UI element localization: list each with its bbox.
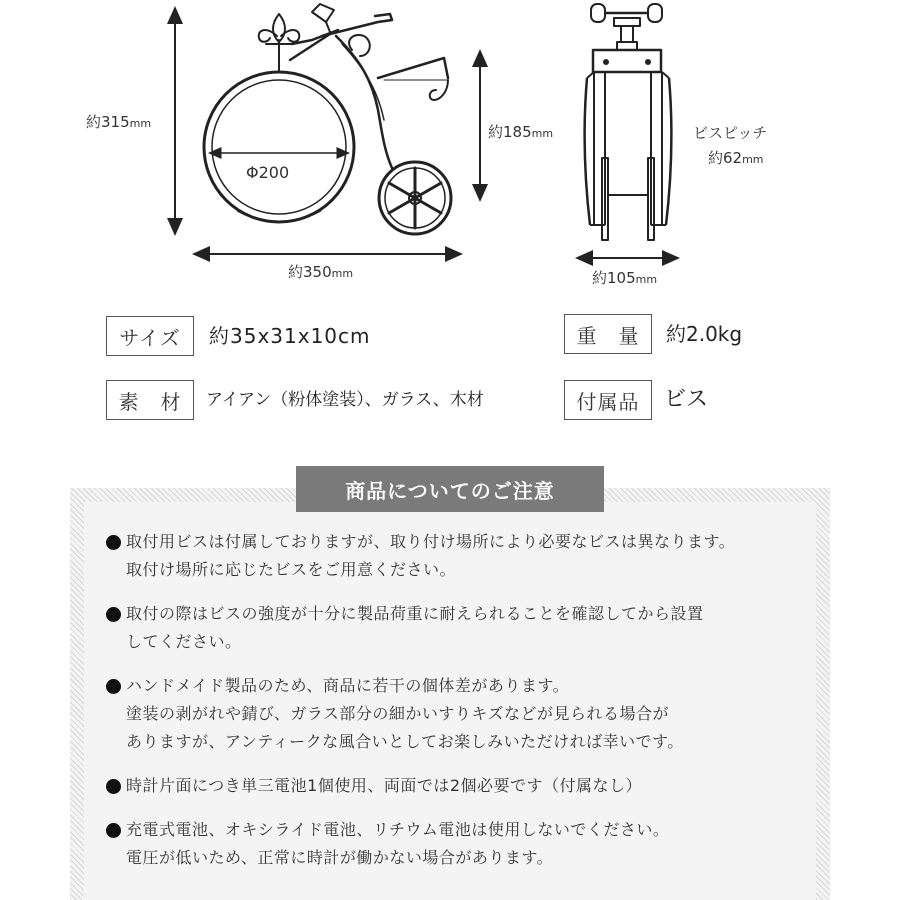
spec-weight-label: 重 量 xyxy=(564,314,652,354)
notice-title: 商品についてのご注意 xyxy=(296,466,604,512)
width-dimension: 約350mm xyxy=(288,263,354,281)
notice-item xyxy=(106,672,806,756)
spec-size-label: サイズ xyxy=(106,316,194,356)
notice-line: してください。 xyxy=(126,632,242,651)
side-view xyxy=(585,4,672,240)
spec-weight-value: 約2.0kg xyxy=(666,322,743,346)
bullet-icon xyxy=(106,779,121,794)
height-dimension: 約315mm xyxy=(86,113,152,131)
notice-line: 時計片面につき単三電池1個使用、両面では2個必要です（付属なし） xyxy=(126,776,643,795)
notice-item xyxy=(106,772,806,800)
spec-material-label: 素 材 xyxy=(106,380,194,420)
notice-line: 取付け場所に応じたビスをご用意ください。 xyxy=(126,560,457,579)
spec-accessory-label: 付属品 xyxy=(564,380,652,420)
product-diagram xyxy=(0,0,900,300)
notice-list xyxy=(106,528,806,888)
notice-line: 塗装の剥がれや錆び、ガラス部分の細かいすりキズなどが見られる場合が xyxy=(126,704,670,723)
spec-size-value: 約35x31x10cm xyxy=(209,324,371,348)
side-width-dimension: 約105mm xyxy=(592,269,658,287)
notice-line: 取付用ビスは付属しておりますが、取り付け場所により必要なビスは異なります。 xyxy=(126,532,736,551)
bracket-height-dimension: 約185mm xyxy=(488,123,554,141)
notice-line: 充電式電池、オキシライド電池、リチウム電池は使用しないでください。 xyxy=(126,820,670,839)
bullet-icon xyxy=(106,823,121,838)
bullet-icon xyxy=(106,679,121,694)
notice-line: 電圧が低いため、正常に時計が働かない場合があります。 xyxy=(126,848,554,867)
front-view xyxy=(204,4,451,234)
screw-pitch-label: ビスピッチ xyxy=(693,124,768,142)
notice-item xyxy=(106,816,806,872)
notice-item xyxy=(106,528,806,584)
spec-material-value: アイアン（粉体塗装）、ガラス、木材 xyxy=(206,390,484,410)
screw-pitch-dimension: 約62mm xyxy=(708,149,764,167)
notice-line: ありますが、アンティークな風合いとしてお楽しみいただければ幸いです。 xyxy=(126,732,684,751)
bullet-icon xyxy=(106,607,121,622)
spec-accessory-value: ビス xyxy=(664,387,709,412)
notice-line: ハンドメイド製品のため、商品に若干の個体差があります。 xyxy=(126,676,570,695)
diameter-dimension: Φ200 xyxy=(246,163,290,182)
notice-line: 取付の際はビスの強度が十分に製品荷重に耐えられることを確認してから設置 xyxy=(126,604,704,623)
bullet-icon xyxy=(106,535,121,550)
notice-item xyxy=(106,600,806,656)
